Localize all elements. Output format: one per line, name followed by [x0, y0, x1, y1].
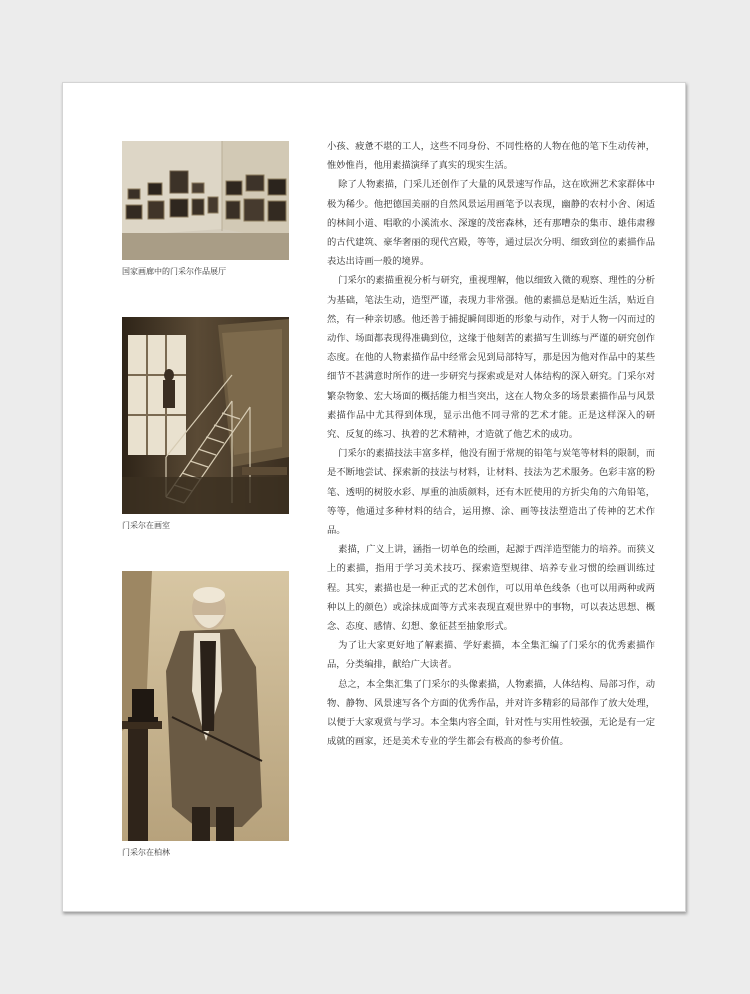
- body-text: [327, 137, 655, 752]
- figure-caption: 国家画廊中的门采尔作品展厅: [122, 267, 226, 276]
- paragraph: 为了让大家更好地了解素描、学好素描，本全集汇编了门采尔的优秀素描作品，分类编排，献给广大读者。: [327, 640, 655, 671]
- paragraph: 门采尔的素描重视分析与研究，重视理解，他以细致入微的观察、理性的分析为基础，笔法生动，造型严谨，表现力非常强。他的素描总是贴近生活，贴近自然，有一种亲切感。他还善于捕捉瞬间即逝的形象与动作，对于人物一闪而过的动作、场面都表现得准确到位，这缘于他刻苦的素描写生训练与严谨的研究创作态度。在他的人物素描作品中经常会见到局部特写，那是因为他对作品中的某些细节不甚满意时所作的进一步研究与探索或是对人体结构的深入研究。门采尔对繁杂物象、宏大场面的概括能力相当突出，这在人物众多的场景素描作品与风景素描作品中尤其得到体现，显示出他不同寻常的艺术才能。正是这样深入的研究、反复的练习、执着的艺术精神，才造就了他艺术的成功。: [327, 275, 655, 441]
- figure-caption: 门采尔在柏林: [122, 848, 170, 857]
- portrait-photo: [122, 571, 289, 841]
- paragraph: 门采尔的素描技法丰富多样，他没有囿于常规的铅笔与炭笔等材料的限制，而是不断地尝试、探索新的技法与材料，让材料、技法为艺术服务。色彩丰富的粉笔、透明的树胶水彩、厚重的油质颜料，还有木匠使用的方折尖角的六角铅笔，等等，他通过多种材料的结合，运用擦、涂、画等技法塑造出了传神的艺术作品。: [327, 448, 655, 537]
- paragraph: 总之，本全集汇集了门采尔的头像素描，人物素描，人体结构、局部习作，动物、静物、风景速写各个方面的优秀作品，并对许多精彩的局部作了放大处理，以便于大家观赏与学习。本全集内容全面，针对性与实用性较强，无论是有一定成就的画家，还是美术专业的学生都会有极高的参考价值。: [327, 678, 655, 748]
- paragraph: 除了人物素描，门采儿还创作了大量的风景速写作品，这在欧洲艺术家群体中极为稀少。他把德国美丽的自然风景运用画笔予以表现，幽静的农村小舍、闲适的林间小道、唱歌的小溪流水、深邃的茂密森林，还有那嘈杂的集市、雄伟肃穆的古代建筑、豪华奢丽的现代宫殿，等等，通过层次分明、细致到位的素描作品表达出诗画一般的境界。: [327, 179, 655, 268]
- book-page: [62, 82, 686, 912]
- paragraph: 素描，广义上讲，涵指一切单色的绘画，起源于西洋造型能力的培养。而狭义上的素描，指用于学习美术技巧、探索造型规律、培养专业习惯的绘画训练过程。其实，素描也是一种正式的艺术创作，可以用单色线条（也可以用两种或两种以上的颜色）或涂抹成面等方式来表现直观世界中的事物，可以表达思想、概念、态度、感情、幻想、象征甚至抽象形式。: [327, 544, 655, 633]
- paragraph: 小孩、疲惫不堪的工人，这些不同身份、不同性格的人物在他的笔下生动传神，惟妙惟肖，他用素描演绎了真实的现实生活。: [327, 141, 655, 172]
- studio-photo: [122, 317, 289, 514]
- figure-caption: 门采尔在画室: [122, 521, 170, 530]
- gallery-photo: [122, 141, 289, 260]
